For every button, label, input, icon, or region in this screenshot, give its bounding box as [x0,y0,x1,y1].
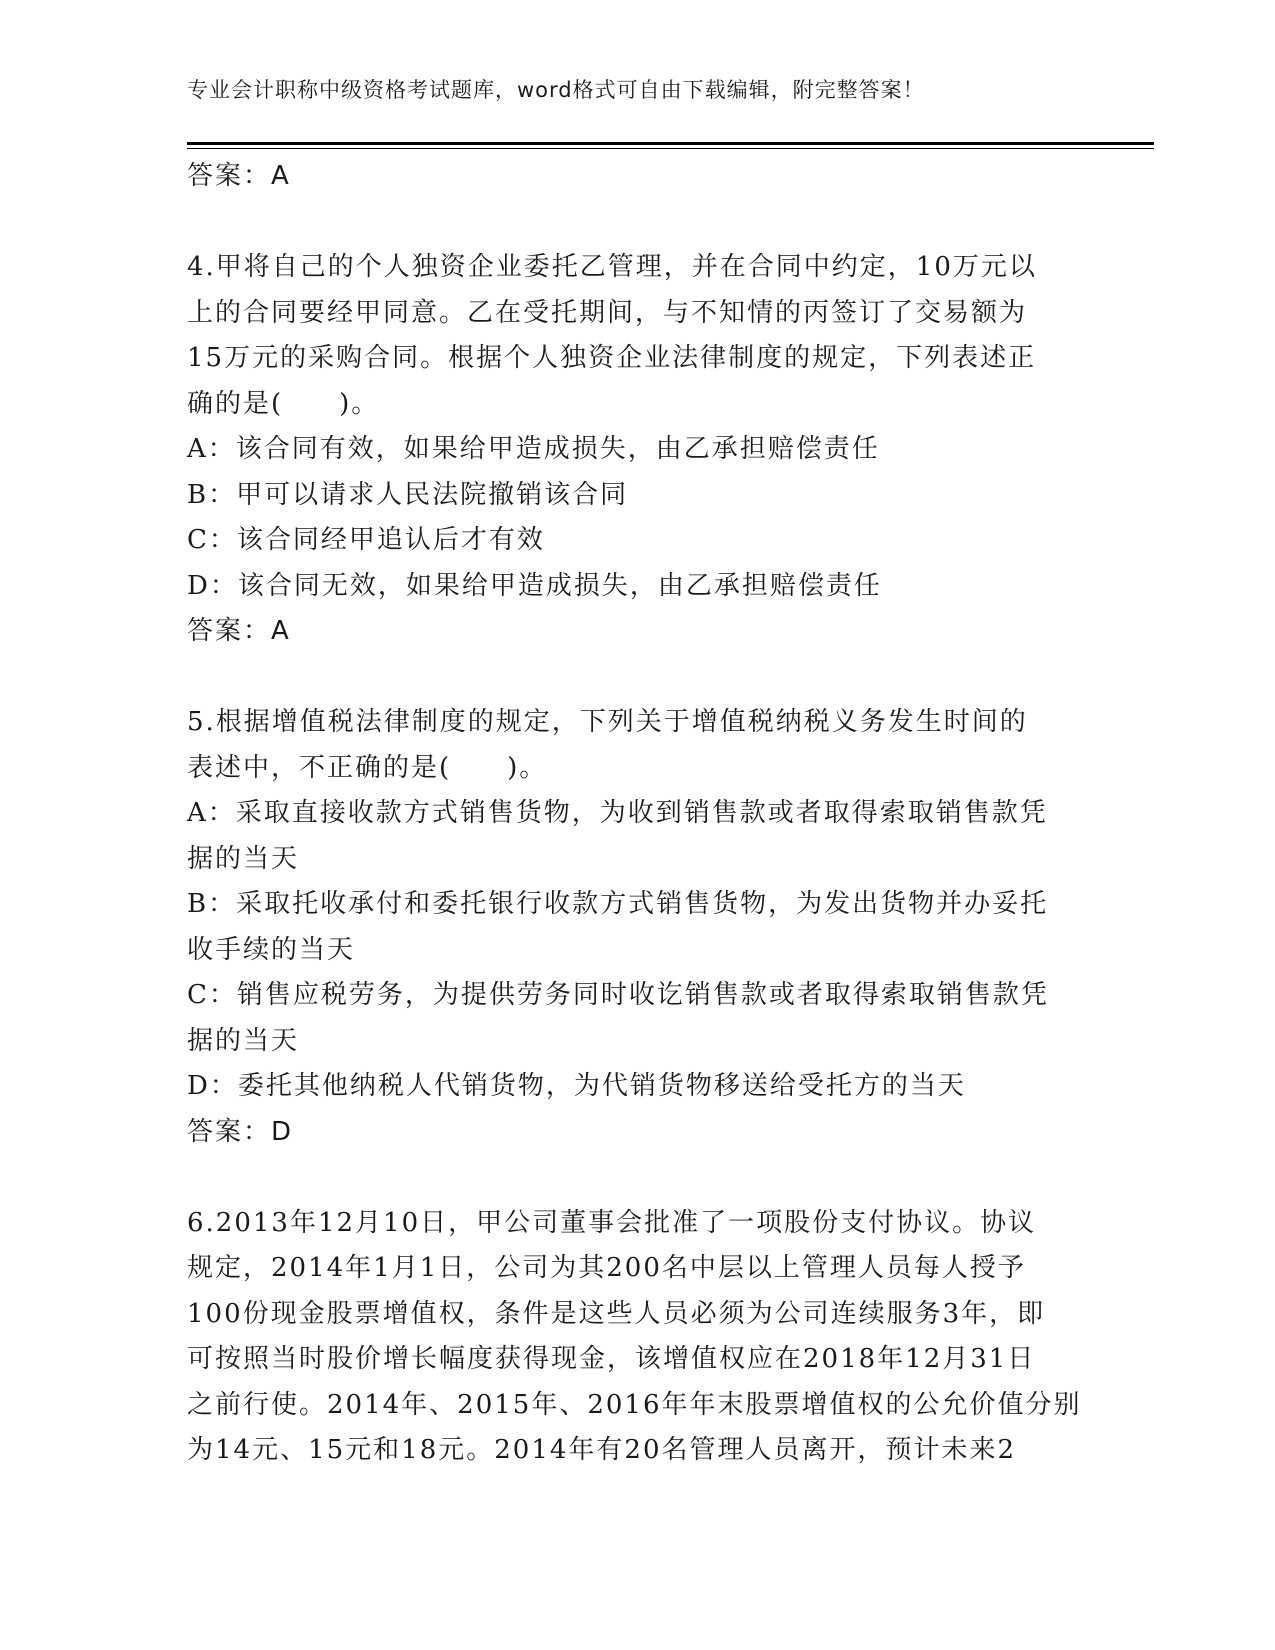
answer-q5: 答案：D [187,1116,294,1147]
option-c: C：销售应税劳务，为提供劳务同时收讫销售款或者取得索取销售款凭 [187,980,1049,1010]
header-rule-thin [187,148,1154,149]
option-d: D：委托其他纳税人代销货物，为代销货物移送给受托方的当天 [187,1071,966,1101]
question-line: 15万元的采购合同。根据个人独资企业法律制度的规定，下列表述正 [187,343,1037,373]
question-4 [187,245,1087,655]
answer-q4: 答案：A [187,616,291,646]
option-b-cont: 收手续的当天 [187,934,356,965]
document-body [187,154,1087,1474]
question-line: 表述中，不正确的是( )。 [187,752,548,783]
question-5 [187,700,1087,1155]
option-a: A：采取直接收款方式销售货物，为收到销售款或者取得索取销售款凭 [187,798,1048,828]
spacer [187,655,1087,701]
spacer [187,1155,1087,1201]
option-b: B：甲可以请求人民法院撤销该合同 [187,479,629,510]
option-d: D：该合同无效，如果给甲造成损失，由乙承担赔偿责任 [187,570,882,601]
header-rule-thick [187,142,1154,145]
answer-q3: 答案：A [187,161,291,191]
option-a-cont: 据的当天 [187,843,300,874]
option-c: C：该合同经甲追认后才有效 [187,525,545,555]
question-line: 5.根据增值税法律制度的规定，下列关于增值税纳税义务发生时间的 [187,707,1028,737]
spacer [187,200,1087,246]
option-c-cont: 据的当天 [187,1025,300,1056]
question-6 [187,1201,1087,1474]
page-header: 专业会计职称中级资格考试题库，word格式可自由下载编辑，附完整答案！ [187,78,925,102]
question-line: 为14元、15元和18元。2014年有20名管理人员离开，预计未来2 [187,1435,1017,1465]
option-b: B：采取托收承付和委托银行收款方式销售货物，为发出货物并办妥托 [187,889,1049,919]
question-line: 规定，2014年1月1日，公司为其200名中层以上管理人员每人授予 [187,1253,1026,1283]
question-line: 可按照当时股价增长幅度获得现金，该增值权应在2018年12月31日 [187,1344,1036,1374]
option-a: A：该合同有效，如果给甲造成损失，由乙承担赔偿责任 [187,434,880,464]
question-line: 4.甲将自己的个人独资企业委托乙管理，并在合同中约定，10万元以 [187,252,1037,282]
question-line: 上的合同要经甲同意。乙在受托期间，与不知情的丙签订了交易额为 [187,297,1028,328]
question-line: 6.2013年12月10日，甲公司董事会批准了一项股份支付协议。协议 [187,1207,1037,1238]
question-line: 100份现金股票增值权，条件是这些人员必须为公司连续服务3年，即 [187,1298,1046,1329]
question-line: 之前行使。2014年、2015年、2016年年末股票增值权的公允价值分别 [187,1389,1082,1420]
question-line: 确的是( )。 [187,388,380,419]
